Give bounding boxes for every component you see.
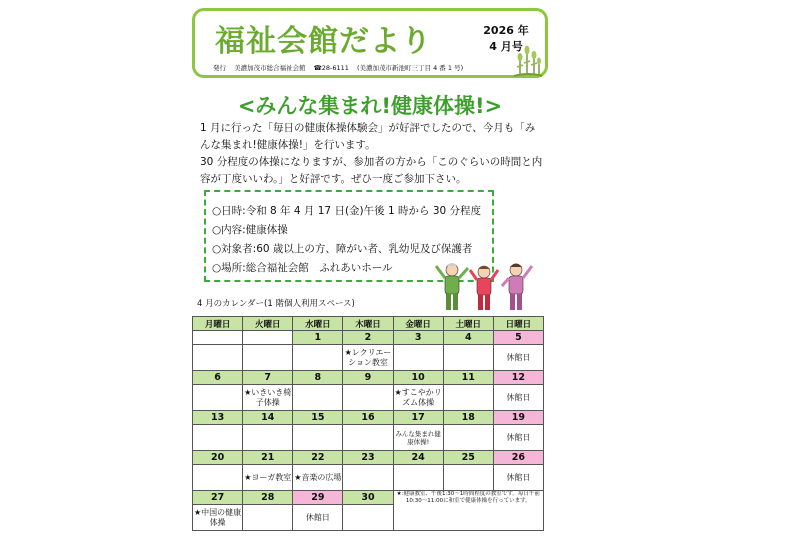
calendar-date-row bbox=[193, 411, 544, 425]
calendar-date: 19 bbox=[493, 411, 543, 425]
calendar-date: 20 bbox=[193, 451, 243, 465]
calendar-date: 21 bbox=[243, 451, 293, 465]
calendar-date: 1 bbox=[293, 331, 343, 345]
exercise-people-illustration bbox=[428, 256, 538, 312]
calendar-event bbox=[193, 345, 243, 371]
calendar-event bbox=[343, 465, 393, 491]
weekday-header: 火曜日 bbox=[243, 317, 293, 331]
publisher-label: 発行 bbox=[213, 64, 226, 72]
calendar-date: 8 bbox=[293, 371, 343, 385]
calendar-event bbox=[243, 425, 293, 451]
calendar-date bbox=[193, 331, 243, 345]
calendar-event bbox=[343, 425, 393, 451]
calendar-event bbox=[343, 385, 393, 411]
publisher-address: (美濃加茂市新池町三丁目 4 番 1 号) bbox=[357, 64, 464, 72]
calendar-date: 12 bbox=[493, 371, 543, 385]
newsletter-title: 福祉会館だより bbox=[215, 24, 432, 59]
calendar-date: 9 bbox=[343, 371, 393, 385]
issue-year: 2026 年 bbox=[483, 24, 529, 37]
calendar-event bbox=[193, 425, 243, 451]
calendar-date: 15 bbox=[293, 411, 343, 425]
calendar-event: ★音楽の広場 bbox=[293, 465, 343, 491]
calendar-event: 休館日 bbox=[493, 385, 543, 411]
calendar-event bbox=[293, 345, 343, 371]
calendar-date: 28 bbox=[243, 491, 293, 505]
issue-month: 4 月号 bbox=[489, 40, 523, 53]
calendar-date: 26 bbox=[493, 451, 543, 465]
plant-icon bbox=[511, 45, 545, 77]
calendar-note: ★:健康教室、午後1:30〜1時間程度の教室です。毎日午前10:30〜11:00に和室で健康体操を行っています。 bbox=[393, 491, 543, 531]
calendar-event bbox=[443, 465, 493, 491]
calendar-event bbox=[343, 505, 393, 531]
calendar-event bbox=[443, 425, 493, 451]
body-text bbox=[200, 120, 545, 188]
calendar-event bbox=[393, 345, 443, 371]
calendar-event-row bbox=[193, 345, 544, 371]
calendar-date: 25 bbox=[443, 451, 493, 465]
calendar-date: 2 bbox=[343, 331, 393, 345]
calendar-date: 27 bbox=[193, 491, 243, 505]
calendar-date: 6 bbox=[193, 371, 243, 385]
calendar-date: 11 bbox=[443, 371, 493, 385]
calendar-date: 7 bbox=[243, 371, 293, 385]
calendar-date: 3 bbox=[393, 331, 443, 345]
calendar-caption: 4 月のカレンダー(1 階個人利用スペース) bbox=[197, 299, 355, 309]
calendar-date: 4 bbox=[443, 331, 493, 345]
calendar-event: 休館日 bbox=[493, 345, 543, 371]
headline: <みんな集まれ!健康体操!> bbox=[237, 94, 503, 118]
calendar-date: 5 bbox=[493, 331, 543, 345]
event-target: ○対象者:60 歳以上の方、障がい者、乳幼児及び保護者 bbox=[212, 243, 473, 255]
calendar-event bbox=[443, 385, 493, 411]
weekday-header: 土曜日 bbox=[443, 317, 493, 331]
calendar-date: 30 bbox=[343, 491, 393, 505]
calendar-date: 14 bbox=[243, 411, 293, 425]
calendar-date-row bbox=[193, 371, 544, 385]
publisher-name: 美濃加茂市総合福祉会館 bbox=[234, 64, 306, 72]
calendar-event: 休館日 bbox=[493, 465, 543, 491]
calendar-date: 10 bbox=[393, 371, 443, 385]
calendar-event bbox=[243, 345, 293, 371]
calendar-date: 22 bbox=[293, 451, 343, 465]
body-paragraph: 30 分程度の体操になりますが、参加者の方から「このぐらいの時間と内容が丁度いいわ。」と好評です。ぜひ一度ご参加下さい。 bbox=[200, 156, 543, 185]
publisher-phone: ☎28-6111 bbox=[313, 64, 349, 72]
publisher-line bbox=[213, 63, 469, 72]
event-date: ○日時:令和 8 年 4 月 17 日(金)午後 1 時から 30 分程度 bbox=[212, 205, 482, 217]
calendar-event: 休館日 bbox=[493, 425, 543, 451]
calendar-event-row bbox=[193, 385, 544, 411]
weekday-header: 金曜日 bbox=[393, 317, 443, 331]
newsletter-header bbox=[192, 8, 548, 78]
weekday-header: 木曜日 bbox=[343, 317, 393, 331]
weekday-header: 月曜日 bbox=[193, 317, 243, 331]
calendar-event bbox=[193, 465, 243, 491]
calendar-date-row bbox=[193, 451, 544, 465]
calendar-header-row bbox=[193, 317, 544, 331]
calendar-date bbox=[243, 331, 293, 345]
calendar-date: 17 bbox=[393, 411, 443, 425]
calendar-event: みんな集まれ健康体操! bbox=[393, 425, 443, 451]
calendar-event: ★いきいき椅子体操 bbox=[243, 385, 293, 411]
calendar-date: 29 bbox=[293, 491, 343, 505]
event-place: ○場所:総合福祉会館 ふれあいホール bbox=[212, 262, 393, 274]
calendar-event: ★ヨーガ教室 bbox=[243, 465, 293, 491]
weekday-header: 日曜日 bbox=[493, 317, 543, 331]
calendar-date: 13 bbox=[193, 411, 243, 425]
calendar-event-row bbox=[193, 425, 544, 451]
calendar-event-row bbox=[193, 465, 544, 491]
event-content: ○内容:健康体操 bbox=[212, 224, 288, 236]
newsletter-page bbox=[192, 0, 552, 550]
body-paragraph: 1 月に行った「毎日の健康体操体験会」が好評でしたので、今月も「みんな集まれ!健康体操!」を行います。 bbox=[200, 122, 536, 151]
calendar-event bbox=[293, 425, 343, 451]
calendar-table bbox=[192, 316, 544, 531]
calendar-event: 休館日 bbox=[293, 505, 343, 531]
calendar-event bbox=[293, 385, 343, 411]
calendar-event bbox=[193, 385, 243, 411]
calendar-event bbox=[393, 465, 443, 491]
calendar-event bbox=[243, 505, 293, 531]
calendar-date-row bbox=[193, 491, 544, 505]
calendar-date: 23 bbox=[343, 451, 393, 465]
calendar-date: 24 bbox=[393, 451, 443, 465]
calendar-event: ★中国の健康体操 bbox=[193, 505, 243, 531]
calendar-date: 18 bbox=[443, 411, 493, 425]
calendar-event: ★レクリエーション教室 bbox=[343, 345, 393, 371]
calendar-event bbox=[443, 345, 493, 371]
calendar-event: ★すこやかリズム体操 bbox=[393, 385, 443, 411]
calendar-date: 16 bbox=[343, 411, 393, 425]
weekday-header: 水曜日 bbox=[293, 317, 343, 331]
calendar-date-row bbox=[193, 331, 544, 345]
